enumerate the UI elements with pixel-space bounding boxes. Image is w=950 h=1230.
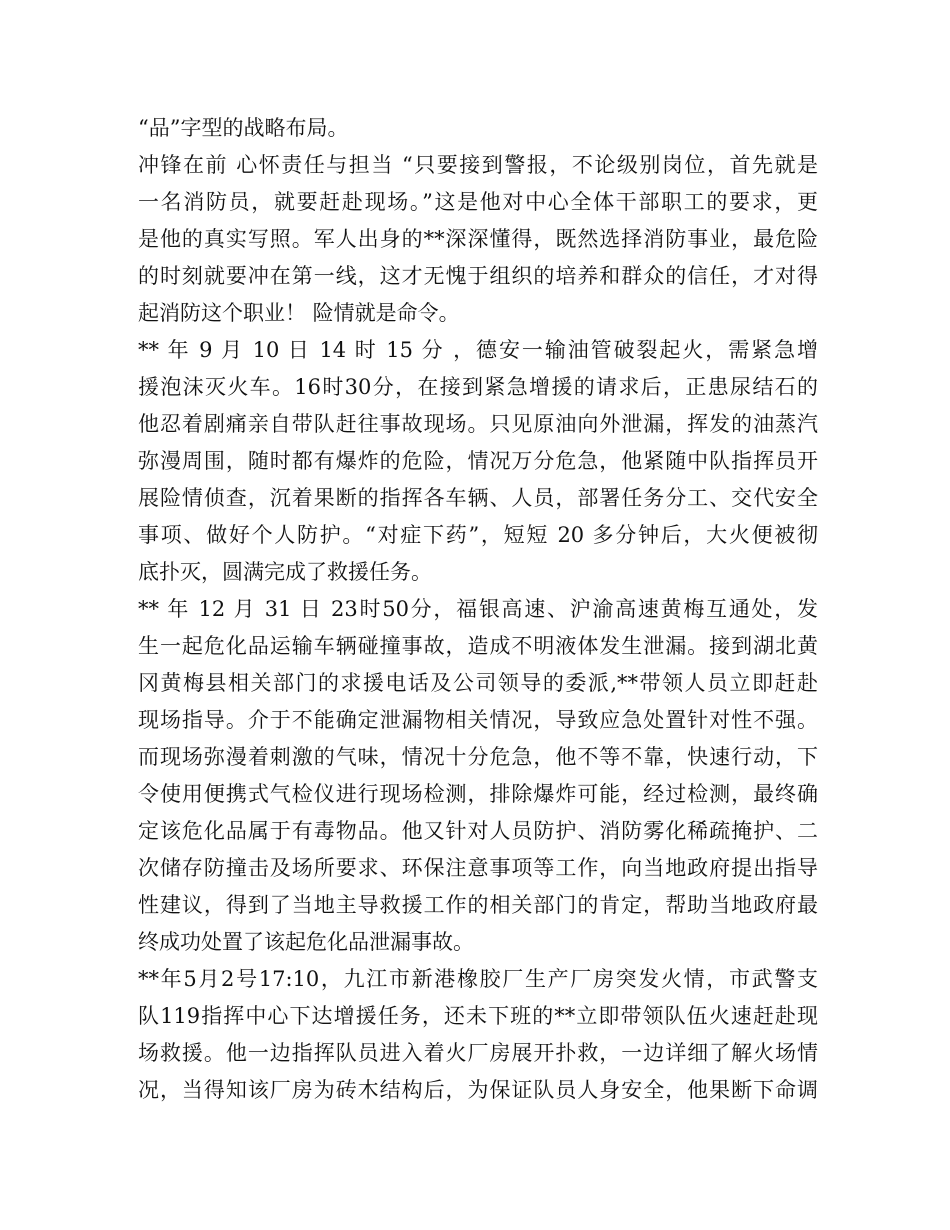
- text-line: 是他的真实写照。军人出身的**深深懂得，既然选择消防事业，最危险: [138, 227, 818, 251]
- text-line: 终成功处置了该起危化品泄漏事故。: [138, 930, 474, 954]
- text-line: 生一起危化品运输车辆碰撞事故，造成不明液体发生泄漏。接到湖北黄: [138, 634, 818, 658]
- text-line: 冈黄梅县相关部门的求援电话及公司领导的委派,**带领人员立即赶赴: [138, 671, 818, 695]
- text-line: 而现场弥漫着刺激的气味，情况十分危急，他不等不靠，快速行动，下: [138, 745, 818, 769]
- body-text: [138, 110, 818, 1109]
- text-line: **年5月2号17:10，九江市新港橡胶厂生产厂房突发火情，市武警支: [138, 967, 818, 991]
- text-line: 援泡沫灭火车。16时30分，在接到紧急增援的请求后，正患尿结石的: [138, 375, 818, 399]
- text-line: 事项、做好个人防护。“对症下药”，短短 20 多分钟后，大火便被彻: [138, 523, 818, 547]
- text-line: 起消防这个职业！ 险情就是命令。: [138, 301, 460, 325]
- text-line: 底扑灭，圆满完成了救援任务。: [138, 560, 432, 584]
- text-line: 场救援。他一边指挥队员进入着火厂房展开扑救，一边详细了解火场情: [138, 1041, 818, 1065]
- text-line: 一名消防员，就要赶赴现场。”这是他对中心全体干部职工的要求，更: [138, 190, 818, 214]
- text-line: 的时刻就要冲在第一线，这才无愧于组织的培养和群众的信任，才对得: [138, 264, 818, 288]
- text-line: 队119指挥中心下达增援任务，还未下班的**立即带领队伍火速赶赴现: [138, 1004, 818, 1028]
- text-line: 定该危化品属于有毒物品。他又针对人员防护、消防雾化稀疏掩护、二: [138, 819, 818, 843]
- text-line: 展险情侦查，沉着果断的指挥各车辆、人员，部署任务分工、交代安全: [138, 486, 818, 510]
- text-line: “品”字型的战略布局。: [138, 116, 349, 140]
- text-line: 次储存防撞击及场所要求、环保注意事项等工作，向当地政府提出指导: [138, 856, 818, 880]
- text-line: 令使用便携式气检仪进行现场检测，排除爆炸可能，经过检测，最终确: [138, 782, 818, 806]
- text-line: ** 年 9 月 10 日 14 时 15 分 ，德安一输油管破裂起火，需紧急增: [138, 338, 818, 362]
- text-line: 况，当得知该厂房为砖木结构后，为保证队员人身安全，他果断下命调: [138, 1078, 818, 1102]
- text-line: ** 年 12 月 31 日 23时50分，福银高速、沪渝高速黄梅互通处，发: [138, 597, 818, 621]
- text-line: 冲锋在前 心怀责任与担当 “只要接到警报，不论级别岗位，首先就是: [138, 153, 818, 177]
- text-line: 性建议，得到了当地主导救援工作的相关部门的肯定，帮助当地政府最: [138, 893, 818, 917]
- text-line: 现场指导。介于不能确定泄漏物相关情况，导致应急处置针对性不强。: [138, 708, 818, 732]
- text-line: 他忍着剧痛亲自带队赶往事故现场。只见原油向外泄漏，挥发的油蒸汽: [138, 412, 818, 436]
- text-line: 弥漫周围，随时都有爆炸的危险，情况万分危急，他紧随中队指挥员开: [138, 449, 818, 473]
